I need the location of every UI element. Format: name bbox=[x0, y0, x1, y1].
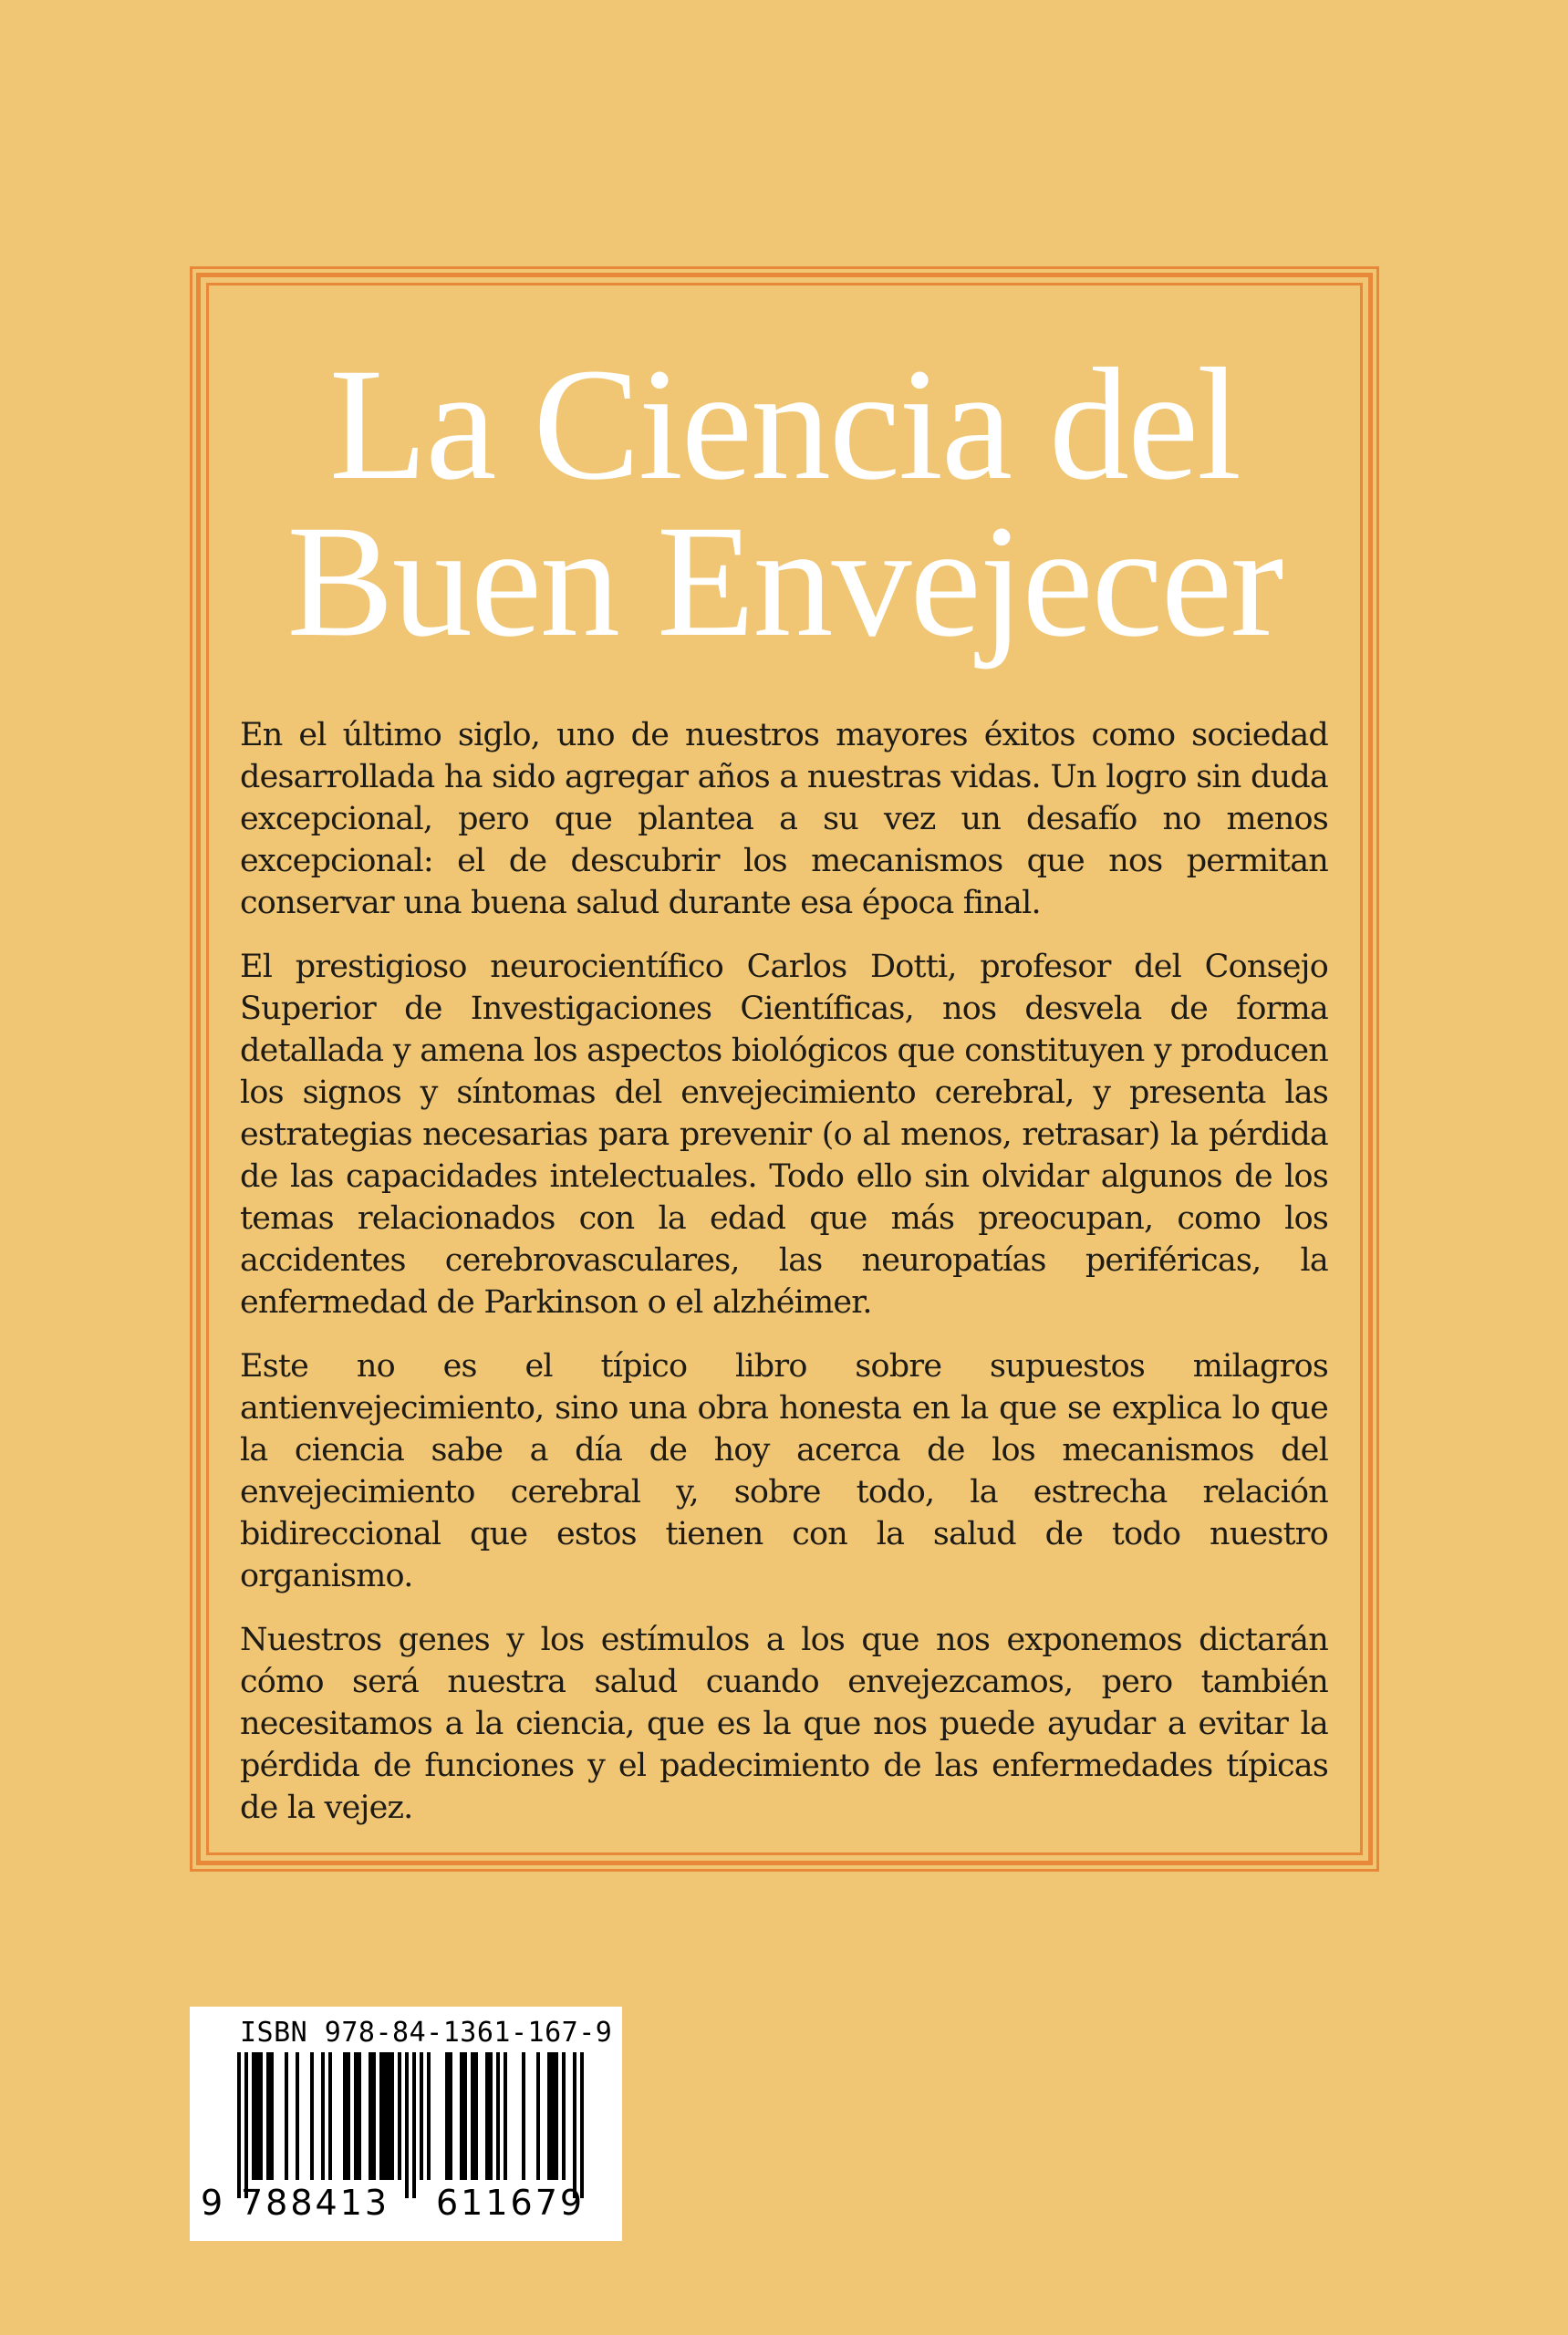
blurb-paragraph-3: Este no es el típico libro sobre supuestos milagros antienvejecimiento, sino una obra honesta en la que se explica lo que la ciencia sabe a día de hoy acerca de los mecanismos del envejecimiento cerebral y, sobre todo, la estrecha relación bidireccional que estos tienen con la salud de todo nuestro organismo. bbox=[240, 1348, 1328, 1594]
barcode-bar bbox=[390, 2052, 394, 2180]
barcode-bar bbox=[285, 2052, 288, 2180]
barcode-bar bbox=[358, 2052, 361, 2180]
ean-left-digits: 788413 bbox=[241, 2183, 390, 2223]
barcode-bar bbox=[485, 2052, 489, 2180]
barcode-bar bbox=[504, 2052, 507, 2180]
barcode-bar bbox=[412, 2052, 416, 2198]
isbn-barcode bbox=[190, 2007, 622, 2241]
ean-first-digit: 9 bbox=[201, 2183, 223, 2223]
book-title bbox=[206, 336, 1363, 670]
blurb-paragraph-2: El prestigioso neurocientífico Carlos Dotti, profesor del Consejo Superior de Investigaciones Científicas, nos desvela de forma detallada y amena los aspectos biológicos que constituyen y producen los signos y síntomas del envejecimiento cerebral, y presenta las estrategias necesarias para prevenir (o al menos, retrasar) la pérdida de las capacidades intelectuales. Todo ello sin olvidar algunos de los temas relacionados con la edad que más preocupan, como los accidentes cerebrovasculares, las neuropatías periféricas, la enfermedad de Parkinson o el alzhéimer. bbox=[240, 949, 1328, 1321]
barcode-bar bbox=[372, 2052, 376, 2180]
barcode-bar bbox=[580, 2052, 584, 2198]
barcode-bar bbox=[474, 2052, 478, 2180]
book-title-line-2: Buen Envejecer bbox=[286, 493, 1282, 670]
barcode-bar bbox=[449, 2052, 452, 2180]
barcode-bar bbox=[266, 2052, 270, 2180]
barcode-bar bbox=[296, 2052, 299, 2180]
barcode-bar bbox=[573, 2052, 576, 2198]
barcode-bar bbox=[551, 2052, 555, 2180]
barcode-bar bbox=[405, 2052, 409, 2198]
barcode-bar bbox=[321, 2052, 325, 2180]
barcode-bar bbox=[255, 2052, 259, 2180]
barcode-bar bbox=[562, 2052, 566, 2180]
barcode-bar bbox=[354, 2052, 358, 2180]
barcode-bar bbox=[420, 2052, 423, 2180]
barcode-bar bbox=[343, 2052, 347, 2180]
barcode-bar bbox=[536, 2052, 540, 2180]
barcode-bar bbox=[445, 2052, 449, 2180]
barcode-bar bbox=[555, 2052, 558, 2180]
book-title-line-1: La Ciencia del bbox=[328, 336, 1241, 514]
barcode-bar bbox=[237, 2052, 241, 2198]
barcode-bar bbox=[328, 2052, 332, 2180]
barcode-bar bbox=[379, 2052, 383, 2180]
barcode-bar bbox=[259, 2052, 263, 2180]
barcode-bar bbox=[310, 2052, 314, 2180]
barcode-bar bbox=[471, 2052, 474, 2180]
barcode-bar bbox=[463, 2052, 467, 2180]
blurb-paragraph-4: Nuestros genes y los estímulos a los que nos exponemos dictarán cómo será nuestra salud cuando envejezcamos, pero también necesitamos a la ciencia, que es la que nos puede ayudar a evitar la pérdida de funciones y el padecimiento de las enfermedades típicas de la vejez. bbox=[240, 1622, 1328, 1826]
blurb-paragraph-1: En el último siglo, uno de nuestros mayores éxitos como sociedad desarrollada ha sido agregar años a nuestras vidas. Un logro sin duda excepcional, pero que plantea a su vez un desafío no menos excepcional: el de descubrir los mecanismos que nos permitan conservar una buena salud durante esa época final. bbox=[240, 717, 1328, 921]
barcode-bar bbox=[547, 2052, 551, 2180]
barcode-bar bbox=[460, 2052, 463, 2180]
barcode-bar bbox=[489, 2052, 493, 2180]
isbn-label: ISBN 978-84-1361-167-9 bbox=[240, 2017, 613, 2049]
barcode-bar bbox=[270, 2052, 274, 2180]
back-cover-blurb bbox=[240, 714, 1328, 1851]
barcode-bar bbox=[383, 2052, 387, 2180]
barcode-bar bbox=[387, 2052, 390, 2180]
barcode-bar bbox=[522, 2052, 525, 2180]
barcode-bar bbox=[252, 2052, 255, 2180]
barcode-bar bbox=[398, 2052, 401, 2180]
barcode-bar bbox=[496, 2052, 500, 2180]
barcode-bar bbox=[427, 2052, 431, 2180]
barcode-bar bbox=[369, 2052, 372, 2180]
ean-right-digits: 611679 bbox=[436, 2183, 586, 2223]
barcode-bar bbox=[244, 2052, 248, 2198]
barcode-bar bbox=[347, 2052, 350, 2180]
